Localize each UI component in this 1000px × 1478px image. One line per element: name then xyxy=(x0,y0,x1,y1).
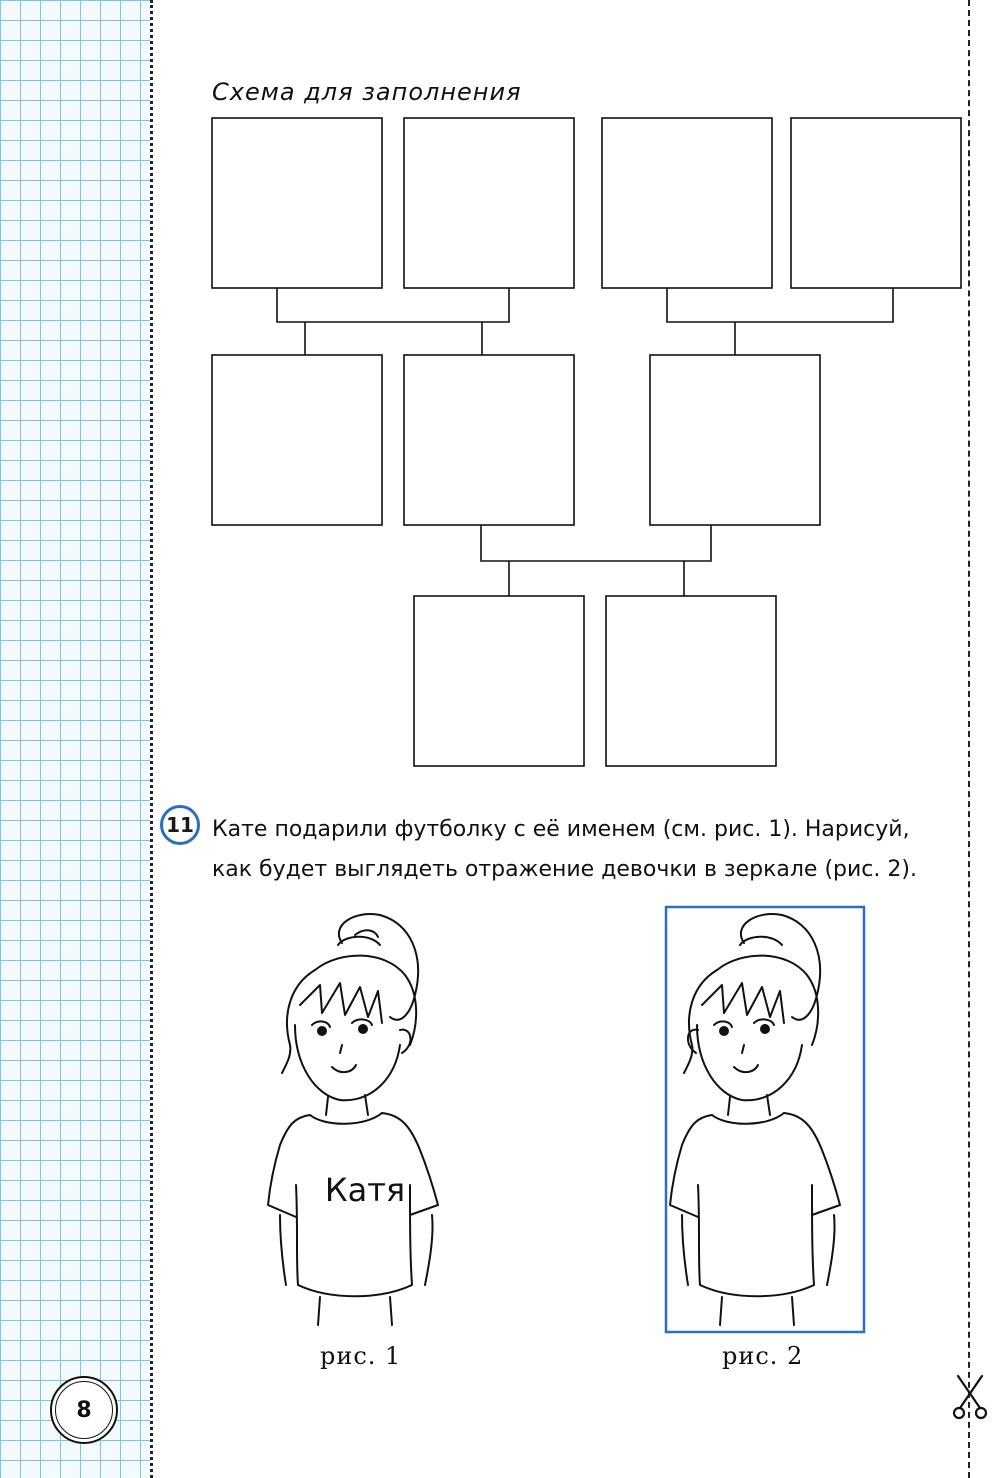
scheme-box-2[interactable] xyxy=(404,118,574,288)
shirt-name-text: Катя xyxy=(324,1171,406,1209)
scheme-box-3[interactable] xyxy=(602,118,772,288)
scheme-title: Схема для заполнения xyxy=(212,78,522,106)
task-text-line-2: как будет выглядеть отражение девочки в зеркале (рис. 2). xyxy=(212,857,917,882)
scheme-box-6[interactable] xyxy=(404,355,574,525)
scissors-icon xyxy=(950,1372,990,1422)
figure-2-caption: рис. 2 xyxy=(722,1342,804,1370)
figure-1-caption: рис. 1 xyxy=(320,1342,402,1370)
scheme-box-1[interactable] xyxy=(212,118,382,288)
scheme-box-7[interactable] xyxy=(650,355,820,525)
scheme-box-5[interactable] xyxy=(212,355,382,525)
scheme-box-4[interactable] xyxy=(791,118,961,288)
task-text xyxy=(212,810,962,890)
scheme-box-8[interactable] xyxy=(414,596,584,766)
task-text-line-1: Кате подарили футболку с её именем (см. рис. 1). Нарисуй, xyxy=(212,817,910,842)
task-number-badge: 11 xyxy=(160,805,200,845)
page-number: 8 xyxy=(50,1376,118,1444)
scheme-box-9[interactable] xyxy=(606,596,776,766)
girl-illustration-1 xyxy=(260,905,470,1335)
mirror-frame-figure xyxy=(664,905,866,1335)
mirror-frame xyxy=(666,907,864,1332)
